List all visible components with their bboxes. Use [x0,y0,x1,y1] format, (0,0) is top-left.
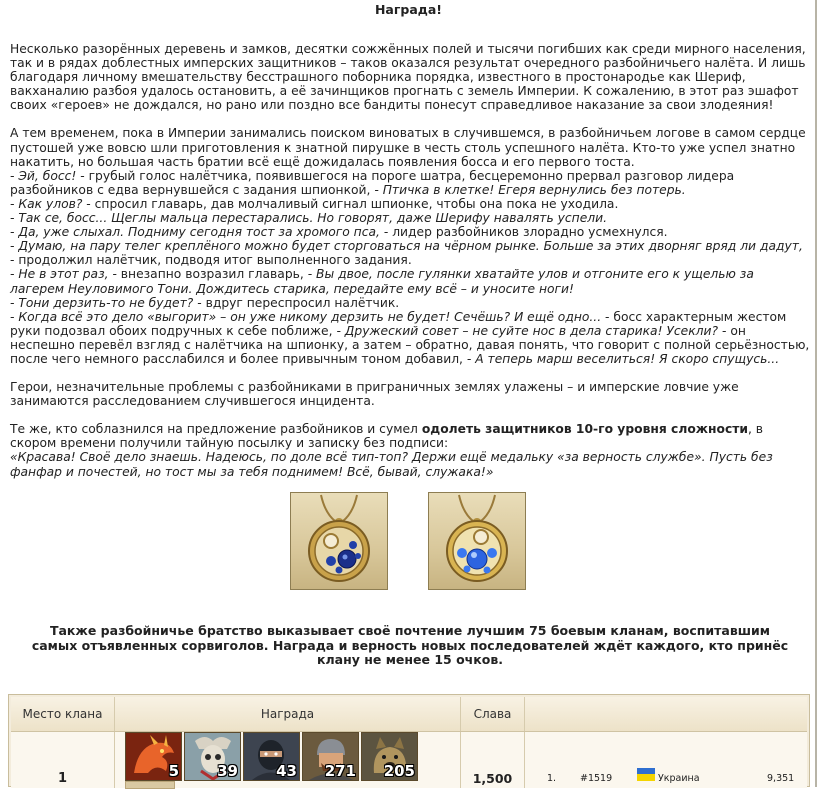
table-header [11,697,807,732]
secret-note: «Красава! Своё дело знаешь. Надеюсь, по доле всё тип-топ? Держи ещё медальку «за верность службе». Пусть без фанфар и почестей, но тост мы за тебя поднимем! Всё, бывай, служака!» [10,450,773,479]
clan-id-link[interactable]: #1519 [580,773,613,784]
reward-count: 5 [168,762,179,780]
header-empty [525,697,807,731]
dialog-line: - Так се, босс... Щеглы мальца перестарались. Но говорят, даже Шерифу навалять успели. [10,211,608,226]
medal-bright-image [428,492,526,590]
dialog-line: - Не в этот раз, - внезапно возразил главарь, - Вы двое, после гулянки хватайте улов и отгоните его к ущелью за лагерем Неуловимого Тони. Дождитесь старика, передайте ему всё – и уносите ноги! [10,267,754,296]
header-slava: Слава [461,697,525,731]
bandit-reward[interactable] [243,732,300,781]
knight-reward[interactable] [302,732,359,781]
outcome-paragraph: Герои, незначительные проблемы с разбойниками в приграничных землях улажены – и имперские ловчие уже занимаются расследованием случившегося инцидента. [10,380,739,409]
skull-warrior-reward[interactable] [184,732,241,781]
dialog-line: - Да, уже слыхал. Подниму сегодня тост за хромого пса, - лидер разбойников злорадно усмехнулся. [10,225,668,240]
page-title: Награда! [374,2,443,17]
dialog-line: - Как улов? - спросил главарь, дав молчаливый сигнал шпионке, чтобы она пока не уходила. [10,196,619,211]
table-row [11,732,807,788]
dialog-line: - Эй, босс! - грубый голос налётчика, появившегося на пороге шатра, бесцеремонно прервал разговор лидера разбойников с едва вернувшейся с задания шпионкой, - Птичка в клетке! Егеря вернулись без потерь. [10,168,735,197]
intro-paragraph: Несколько разорённых деревень и замков, десятки сожжённых полей и тысячи погибших как среди мирного населения, так и в рядах доблестных имперских защитников – таков оказался результат очередного разбойничьего налёта. И лишь благодаря личному вмешательству бесстрашного поборника порядка, известного в простонародье как Шериф, вакханалию разбоя удалось остановить, а её зачинщиков прогнать с земель Империи. К сожалению, в этот раз эшафот своих «героев» не дождался, но рано или поздно все бандиты понесут справедливое наказание за свои злодеяния! [10,42,806,113]
header-reward: Награда [115,697,461,731]
clan-country: Украина [658,773,700,784]
clan-rank: 1. [547,773,557,784]
story-paragraph: А тем временем, пока в Империи занимались поиском виноватых в случившемся, в разбойничьем логове в самом сердце пустошей уже вовсю шли приготовления к знатной пирушке в честь столь успешного налёта. Кто-то уже успел знатно накатить, но большая часть братии всё ещё дожидалась появления босса и его первого тоста. [10,126,806,169]
clan-points: 9,351 [767,773,795,784]
header-place: Место клана [11,697,115,731]
medal-dark-image [290,492,388,590]
dialog-line: - Думаю, на пару телег креплёного можно будет сторговаться на чёрном рынке. Больше за этих дворняг вряд ли дадут, - продолжил налётчик, подводя итог выполненного задания. [10,239,803,268]
dragon-reward[interactable] [125,732,182,781]
reward-count: 205 [383,762,415,780]
reward-count: 43 [276,762,297,780]
dialog-block [10,126,810,366]
dialog-line: - Тони дерзить-то не будет? - вдруг переспросил налётчик. [10,295,400,310]
hyena-reward[interactable] [361,732,418,781]
dialog-line: - Когда всё это дело «выгорит» – он уже никому дерзить не будет! Сечёшь? И ещё одно... - босс характерным жестом руки подозвал обоих подручных к себе поближе, - Дружеский совет – не суйте нос в дела старика! Усекли? - он неспешно перевёл взгляд с налётчика на шпионку, а затем – обратно, давая понять, что говорит с полной серьёзностью, после чего немного расслабился и более привычным тоном добавил, - А теперь марш веселиться! Я скоро спущусь... [10,309,810,366]
clan-ranking-table [8,694,810,787]
reward-count: 39 [217,762,238,780]
story-text [10,42,810,493]
reward-extra-slot [125,781,175,789]
reward-paragraph: Те же, кто соблазнился на предложение разбойников и сумел одолеть защитников 10-го уровня сложности, в скором времени получили тайную посылку и записку без подписи: «Красава! Своё дело знаешь. Надеюсь, по доле всё тип-топ? Держи ещё медальку «за верность службе». Пусть без фанфар и почестей, но тост мы за тебя поднимем! Всё, бывай, служака!» [10,422,773,479]
slava-value: 1,500 [461,732,525,788]
medal-images [290,492,530,594]
reward-count: 271 [324,762,356,780]
ukraine-flag-icon [637,768,655,781]
clan-reward-note: Также разбойничье братство выказывает своё почтение лучшим 75 боевым кланам, воспитавшим самых отъявленных сорвиголов. Награда и верность новых последователей ждёт каждого, кто принёс клану не менее 15 очков. [31,623,789,667]
clan-place: 1 [11,732,115,788]
